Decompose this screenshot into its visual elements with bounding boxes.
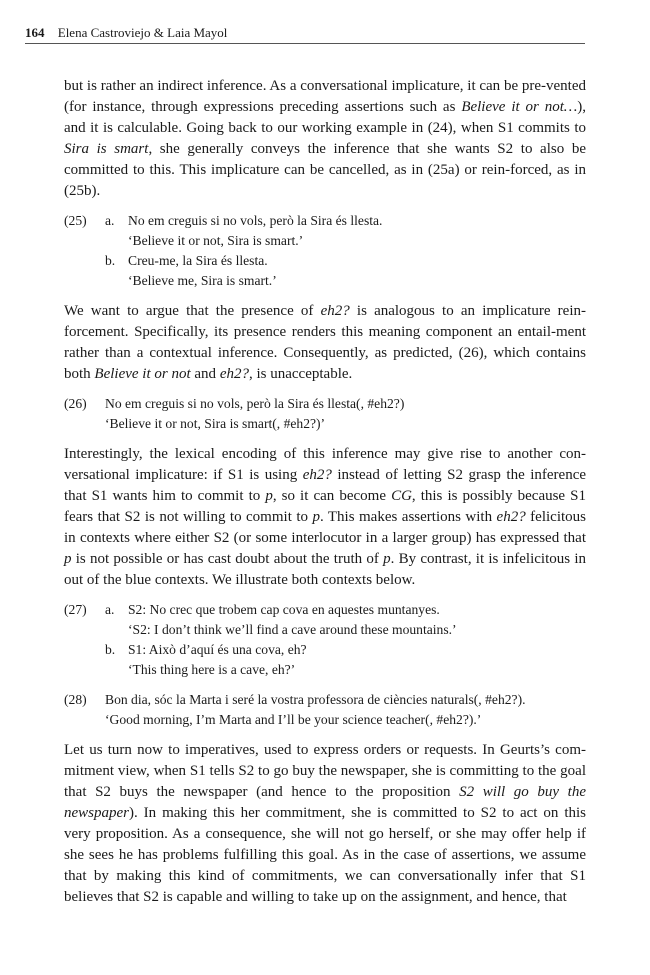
example-gloss: ‘Believe it or not, Sira is smart(, #eh2?)’ bbox=[105, 416, 326, 431]
example-line: No em creguis si no vols, però la Sira és llesta(, #eh2?) bbox=[105, 396, 405, 411]
example-27 bbox=[64, 600, 586, 680]
example-gloss: ‘Good morning, I’m Marta and I’ll be your science teacher(, #eh2?).’ bbox=[105, 712, 482, 727]
example-26 bbox=[64, 394, 586, 434]
example-line: Bon dia, sóc la Marta i seré la vostra professora de ciències naturals(, #eh2?). bbox=[105, 692, 526, 707]
example-label: a. bbox=[105, 213, 115, 228]
running-header bbox=[25, 25, 585, 41]
example-gloss: ‘Believe it or not, Sira is smart.’ bbox=[128, 233, 304, 248]
example-label: b. bbox=[105, 253, 116, 268]
example-line: No em creguis si no vols, però la Sira és llesta. bbox=[128, 213, 383, 228]
example-gloss: ‘Believe me, Sira is smart.’ bbox=[128, 273, 277, 288]
example-number: (28) bbox=[64, 692, 87, 707]
paragraph-3: Interestingly, the lexical encoding of this inference may give rise to another con-versational implicature: if S1 is using eh2? instead of letting S2 grasp the inference that S1 wants him to commit to p, so it can become CG, this is possibly because S1 fears that S2 is not willing to commit to p. This makes assertions with eh2? felicitous in contexts where either S2 (or some interlocutor in a larger group) has expressed that p is not possible or has cast doubt about the truth of p. By contrast, it is infelicitous in out of the blue contexts. We illustrate both contexts below. bbox=[64, 446, 587, 588]
paragraph-2: We want to argue that the presence of eh2? is analogous to an implicature rein-forcement. Specifically, its presence renders this meaning component an entail-ment rather than a contextual inference. Consequently, as predicted, (26), which contains both Believe it or not and eh2?, is unacceptable. bbox=[64, 303, 586, 382]
example-line: S2: No crec que trobem cap cova en aquestes muntanyes. bbox=[128, 602, 440, 617]
example-28 bbox=[64, 690, 586, 730]
example-label: b. bbox=[105, 642, 116, 657]
body-text bbox=[64, 76, 586, 908]
paragraph-4: Let us turn now to imperatives, used to express orders or requests. In Geurts’s com-mitment view, when S1 tells S2 to go buy the newspaper, she is committing to the goal that S2 buys the newspaper (and hence to the proposition S2 will go buy the newspaper). In making this her commitment, she is committed to S2 to act on this very proposition. As a consequence, she will not go herself, or she may offer help if she sees he has problems fulfilling this goal. As in the case of assertions, we assume that by making this kind of commitments, we can conversationally infer that S1 believes that S2 is capable and willing to take up on the assignment, and hence, that bbox=[64, 742, 586, 905]
running-title: Elena Castroviejo & Laia Mayol bbox=[57, 25, 228, 40]
page-number: 164 bbox=[25, 25, 45, 40]
example-gloss: ‘This thing here is a cave, eh?’ bbox=[128, 662, 296, 677]
example-number: (25) bbox=[64, 213, 87, 228]
example-line: S1: Això d’aquí és una cova, eh? bbox=[128, 642, 307, 657]
example-line: Creu-me, la Sira és llesta. bbox=[128, 253, 268, 268]
example-label: a. bbox=[105, 602, 115, 617]
example-number: (26) bbox=[64, 396, 87, 411]
example-25 bbox=[64, 211, 586, 291]
header-rule bbox=[25, 43, 585, 44]
paragraph-1: but is rather an indirect inference. As a conversational implicature, it can be pre-vented (for instance, through expressions preceding assertions such as Believe it or not…), and it is calculable. Going back to our working example in (24), when S1 commits to Sira is smart, she generally conveys the inference that she wants S2 to also be committed to this. This implicature can be cancelled, as in (25a) or rein-forced, as in (25b). bbox=[64, 78, 586, 199]
example-gloss: ‘S2: I don’t think we’ll find a cave around these mountains.’ bbox=[128, 622, 457, 637]
example-number: (27) bbox=[64, 602, 87, 617]
